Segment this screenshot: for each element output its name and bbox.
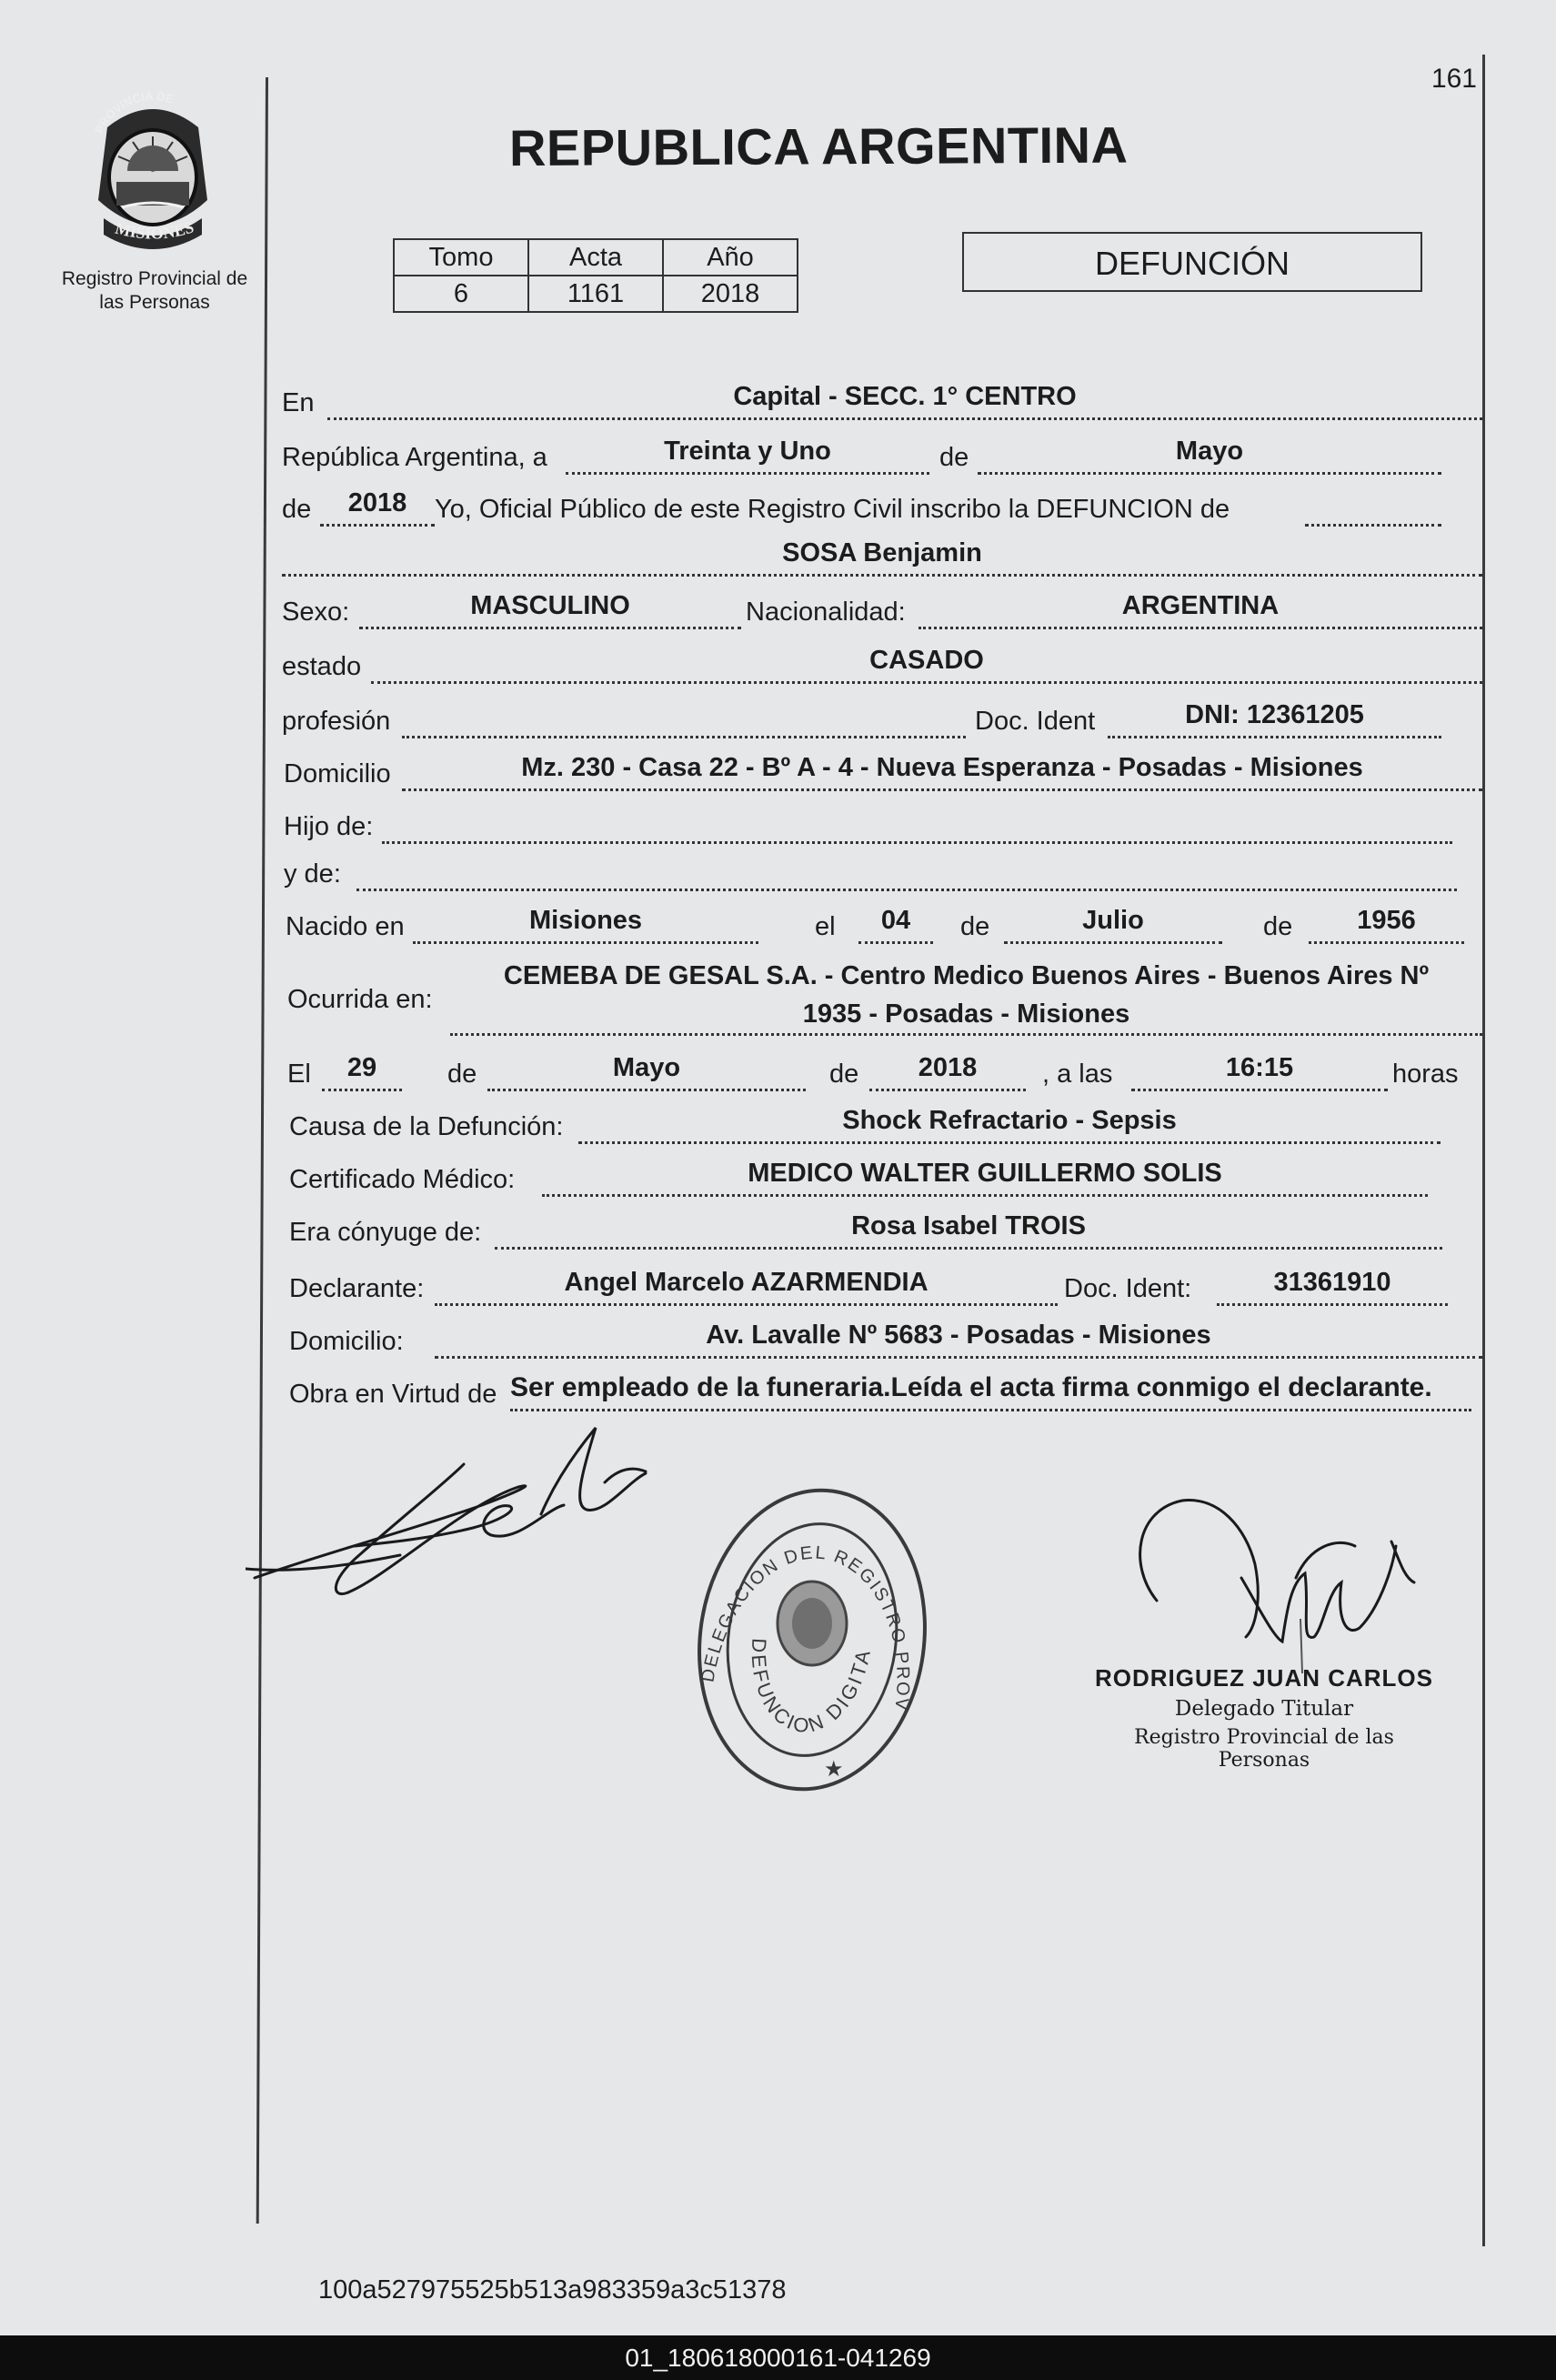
causa-label: Causa de la Defunción: — [289, 1112, 564, 1141]
el-label: el — [815, 912, 836, 941]
deceased-name-value: SOSA Benjamin — [782, 538, 982, 567]
place-field — [327, 379, 1482, 420]
birth-de-label: de — [960, 912, 990, 941]
alas-label: , a las — [1042, 1059, 1113, 1089]
death-day-value: 29 — [346, 1053, 377, 1082]
causa-value: Shock Refractario - Sepsis — [842, 1106, 1177, 1135]
conyuge-label: Era cónyuge de: — [289, 1218, 482, 1247]
causa-field — [578, 1103, 1441, 1144]
nacionalidad-label: Nacionalidad: — [746, 598, 906, 627]
nacido-value: Misiones — [528, 906, 643, 935]
conyuge-field — [495, 1209, 1442, 1250]
page-number: 161 — [1431, 64, 1477, 94]
certificado-field — [542, 1156, 1428, 1197]
line-place — [282, 380, 1482, 422]
obra-value: Ser empleado de la funeraria.Leída el acta firma conmigo el declarante. — [510, 1372, 1432, 1402]
yde-label: y de: — [284, 859, 341, 889]
decl-domicilio-field — [435, 1318, 1482, 1359]
sexo-label: Sexo: — [282, 598, 350, 627]
nacido-label: Nacido en — [286, 912, 405, 941]
deceased-name-field — [282, 536, 1482, 577]
line-profession-doc — [282, 698, 1441, 740]
horas-label: horas — [1392, 1059, 1459, 1089]
profesion-field — [402, 698, 966, 738]
decl-domicilio-value: Av. Lavalle Nº 5683 - Posadas - Misiones — [706, 1321, 1211, 1350]
obra-field — [510, 1371, 1471, 1411]
nacido-field — [413, 903, 758, 944]
tomo-value: 6 — [394, 276, 528, 312]
delegate-name: RODRIGUEZ JUAN CARLOS — [1094, 1664, 1433, 1692]
stamp-star-icon: ★ — [824, 1756, 844, 1782]
acta-value: 1161 — [528, 276, 663, 312]
decl-doc-field — [1217, 1265, 1448, 1306]
line-cause — [289, 1104, 1441, 1146]
yde-field — [356, 850, 1457, 891]
line-deceased-name — [282, 537, 1482, 578]
doc-ident-label: Doc. Ident — [975, 707, 1096, 736]
de-year-label: de — [282, 495, 312, 524]
line-son-of — [284, 804, 1452, 846]
birth-year-value: 1956 — [1357, 906, 1416, 935]
year-value: 2018 — [347, 488, 407, 517]
ocurrida-value — [450, 957, 1482, 1033]
line-declarant-address — [289, 1319, 1482, 1361]
certificado-label: Certificado Médico: — [289, 1165, 516, 1194]
declarante-label: Declarante: — [289, 1274, 425, 1303]
birth-de-label-2: de — [1263, 912, 1293, 941]
stamp-inner-text: DEFUNCION DIGITAL — [698, 1497, 876, 1737]
ano-value: 2018 — [663, 276, 798, 312]
birth-month-field — [1004, 903, 1222, 944]
birth-year-field — [1309, 903, 1464, 944]
crest-text-bottom: MISIONES — [113, 217, 196, 243]
acta-header: Acta — [528, 239, 663, 276]
provincial-crest-logo — [80, 91, 226, 255]
hijo-label: Hijo de: — [284, 812, 374, 841]
doc-ident-field — [1108, 698, 1441, 738]
ocurrida-line-2: 1935 - Posadas - Misiones — [802, 999, 1130, 1029]
death-month-field — [487, 1050, 806, 1091]
declarante-field — [435, 1265, 1058, 1306]
place-value: Capital - SECC. 1° CENTRO — [733, 382, 1077, 411]
domicilio-label: Domicilio — [284, 759, 391, 788]
decl-domicilio-label: Domicilio: — [289, 1327, 404, 1356]
certificado-value: MEDICO WALTER GUILLERMO SOLIS — [748, 1159, 1222, 1188]
doc-ident-value: DNI: 12361205 — [1185, 700, 1364, 729]
death-de-label-2: de — [829, 1059, 859, 1089]
death-year-field — [869, 1050, 1026, 1091]
domicilio-value: Mz. 230 - Casa 22 - Bº A - 4 - Nueva Esperanza - Posadas - Misiones — [521, 753, 1363, 782]
delegate-org: Registro Provincial de las Personas — [1134, 1726, 1394, 1772]
country-title: REPUBLICA ARGENTINA — [508, 115, 1129, 177]
birth-month-value: Julio — [1082, 906, 1144, 935]
line-address — [284, 751, 1482, 793]
declarante-value: Angel Marcelo AZARMENDIA — [564, 1268, 929, 1297]
line-declarant — [289, 1266, 1448, 1308]
line-and-of — [284, 851, 1457, 893]
line-civil-status — [282, 644, 1482, 686]
day-words-field — [566, 434, 929, 475]
official-stamp — [689, 1478, 935, 1805]
decl-doc-label: Doc. Ident: — [1064, 1274, 1192, 1303]
death-year-value: 2018 — [918, 1053, 978, 1082]
month-value: Mayo — [1175, 437, 1244, 466]
line-by-virtue — [289, 1371, 1471, 1413]
month-field — [978, 434, 1441, 475]
ano-header: Año — [663, 239, 798, 276]
death-de-label: de — [447, 1059, 477, 1089]
tomo-header: Tomo — [394, 239, 528, 276]
ocurrida-underline — [450, 1033, 1482, 1036]
sexo-field — [359, 588, 741, 629]
line-spouse — [289, 1210, 1442, 1251]
registry-name: Registro Provincial de las Personas — [61, 268, 248, 313]
birth-day-value: 04 — [880, 906, 911, 935]
ocurrida-label: Ocurrida en: — [287, 985, 433, 1014]
delegate-signature — [1119, 1491, 1428, 1673]
line-certificate — [289, 1157, 1428, 1199]
officer-trailing-field — [1305, 486, 1441, 527]
right-margin-rule — [1482, 55, 1485, 2246]
death-month-value: Mayo — [612, 1053, 681, 1082]
day-words-value: Treinta y Uno — [664, 437, 831, 466]
conyuge-value: Rosa Isabel TROIS — [851, 1211, 1086, 1240]
estado-field — [371, 643, 1482, 684]
left-margin-rule — [256, 77, 268, 2224]
profesion-label: profesión — [282, 707, 391, 736]
nacionalidad-field — [919, 588, 1482, 629]
domicilio-field — [402, 750, 1482, 791]
death-day-field — [322, 1050, 402, 1091]
El-label: El — [287, 1059, 311, 1089]
stamp-outer-text: DELEGACION DEL REGISTRO PROVINCIAL — [698, 1542, 913, 1713]
hijo-field — [382, 803, 1452, 844]
republica-label: República Argentina, a — [282, 443, 547, 472]
de-label: de — [939, 443, 969, 472]
nacionalidad-value: ARGENTINA — [1121, 591, 1280, 620]
line-date — [282, 435, 1441, 477]
estado-value: CASADO — [869, 646, 984, 675]
line-sex-nationality — [282, 589, 1482, 631]
death-time-field — [1131, 1050, 1388, 1091]
en-label: En — [282, 388, 315, 417]
reference-table — [393, 238, 798, 313]
document-type-box: DEFUNCIÓN — [962, 232, 1422, 292]
line-death-datetime — [287, 1051, 1470, 1093]
decl-doc-value: 31361910 — [1273, 1268, 1391, 1297]
obra-label: Obra en Virtud de — [289, 1380, 497, 1409]
declarant-signature — [246, 1419, 664, 1619]
sexo-value: MASCULINO — [470, 591, 630, 620]
death-time-value: 16:15 — [1225, 1053, 1294, 1082]
ocurrida-line-1: CEMEBA DE GESAL S.A. - Centro Medico Buenos Aires - Buenos Aires Nº — [503, 961, 1430, 990]
crest-text-top: PROVINCIA DE — [92, 91, 176, 136]
estado-label: estado — [282, 652, 362, 681]
delegate-role: Delegado Titular — [1174, 1697, 1354, 1721]
officer-text: Yo, Oficial Público de este Registro Civil inscribo la DEFUNCION de — [435, 495, 1230, 524]
line-officer — [282, 487, 1441, 528]
year-field — [320, 486, 435, 527]
birth-day-field — [858, 903, 933, 944]
document-hash: 100a527975525b513a983359a3c51378 — [318, 2275, 787, 2305]
footer-id-bar: 01_180618000161-041269 — [0, 2335, 1556, 2380]
line-birth — [286, 904, 1464, 946]
